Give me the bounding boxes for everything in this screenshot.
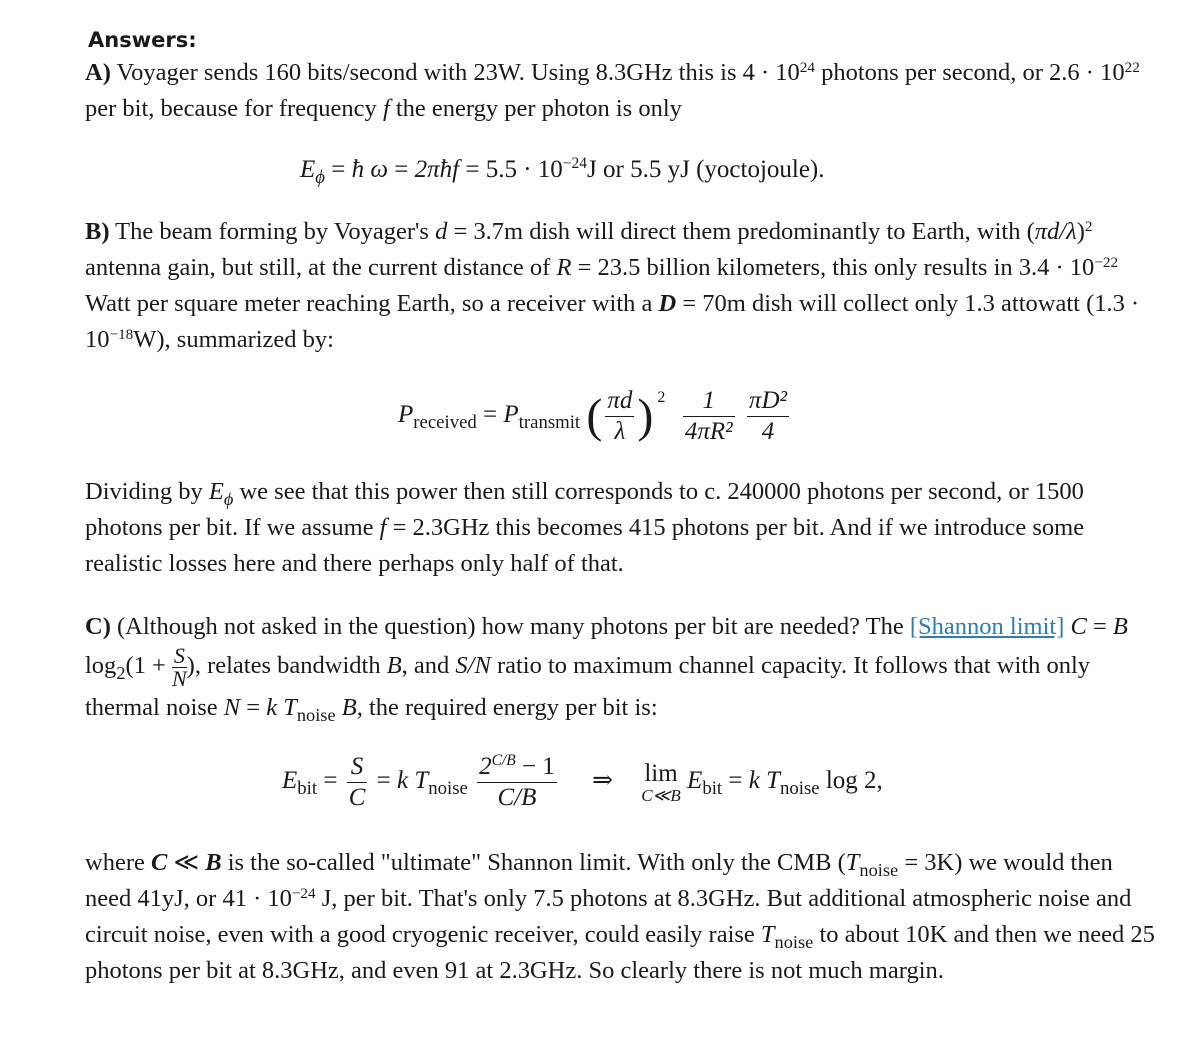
text: =: [240, 694, 267, 721]
text: Dividing by: [85, 478, 209, 505]
paragraph-c: [85, 609, 1155, 726]
text: =: [1086, 613, 1113, 640]
subscript: noise: [779, 777, 820, 799]
denominator: C: [348, 784, 366, 811]
exponent: −22: [1094, 253, 1119, 271]
lim-text: lim: [644, 759, 678, 787]
math-var: B: [341, 694, 357, 721]
math-var: d: [435, 218, 448, 245]
text: = 2.3GHz this becomes 415 photons per bit. And if we introduce some realistic losses here and there perhaps only half of that.: [85, 514, 1085, 577]
fraction: [747, 386, 789, 447]
paragraph-b: [85, 214, 1155, 358]
exponent: 22: [1124, 58, 1140, 76]
equation-energy-per-bit: [282, 752, 883, 813]
subscript: noise: [428, 777, 468, 799]
math-var: D: [658, 290, 677, 317]
math-var: T: [760, 921, 775, 948]
subscript: noise: [859, 859, 899, 880]
text: = 3K) we would then need 41yJ, or 41 · 10: [85, 849, 1113, 912]
numerator: πD²: [747, 386, 789, 417]
math-var: ħ ω: [351, 156, 389, 183]
lim-subscript: C≪B: [641, 785, 681, 805]
exponent: 2: [1084, 217, 1093, 235]
text: Voyager sends 160 bits/second with 23W. Using 8.3GHz this is 4 · 10: [110, 59, 800, 86]
label-b: B): [85, 218, 110, 245]
text: W), summarized by:: [133, 326, 334, 353]
inline-fraction: [172, 645, 187, 690]
text: we see that this power then still corresponds to c. 240000 photons per second, or 1500 photons per bit. If we assume: [85, 478, 1084, 541]
denominator: 4: [761, 418, 775, 445]
limit: [641, 761, 681, 805]
math-var: P: [503, 401, 519, 429]
text: ): [1076, 218, 1085, 245]
math-var: C: [150, 849, 168, 876]
math-var: k T: [266, 694, 297, 721]
subscript: bit: [297, 777, 318, 799]
text: J, per bit. That's only 7.5 photons at 8.3GHz. But additional atmospheric noise and circuit noise, even with a good cryogenic receiver, could easily raise: [85, 885, 1132, 948]
equation-photon-energy: [300, 155, 825, 188]
exponent: −24: [562, 155, 588, 173]
math-var: B: [1112, 613, 1128, 640]
text: = 5.5 · 10: [459, 156, 563, 183]
text: log 2,: [819, 767, 883, 795]
text: =: [388, 156, 415, 183]
label-a: A): [85, 59, 111, 86]
numerator: S: [347, 752, 368, 783]
text: the energy per photon is only: [389, 95, 682, 122]
fraction: [605, 386, 634, 447]
answers-heading: Answers:: [88, 28, 197, 52]
text: J or 5.5 yJ (yoctojoule).: [587, 156, 825, 183]
math-var: k T: [748, 767, 780, 795]
math-var: P: [398, 401, 414, 429]
subscript: noise: [296, 704, 336, 725]
math-var: πd/λ: [1034, 218, 1077, 245]
math-var: k T: [396, 767, 429, 795]
text: = 3.7m dish will direct them predominantly to Earth, with (: [447, 218, 1035, 245]
text: log: [85, 652, 117, 680]
paragraph-a: [85, 55, 1155, 127]
equation-received-power: [398, 386, 792, 447]
subscript: ϕ: [223, 488, 234, 509]
subscript: bit: [702, 777, 723, 799]
shannon-limit-link[interactable]: [Shannon limit]: [909, 613, 1065, 640]
math-var: B: [205, 849, 222, 876]
fraction: [477, 752, 557, 813]
text: = 70m dish will collect only 1.3 attowatt (1.3 · 10: [85, 290, 1140, 353]
subscript: 2: [116, 662, 126, 683]
math-var: E: [300, 156, 316, 183]
label-c: C): [85, 613, 111, 640]
paren: (: [586, 389, 603, 443]
text: antenna gain, but still, at the current distance of: [85, 254, 557, 281]
subscript: noise: [774, 931, 814, 952]
text: ratio to maximum channel capacity. It follows that with only thermal noise: [85, 652, 1091, 721]
denominator: 4πR²: [684, 418, 733, 445]
numerator: 1: [683, 386, 735, 417]
subscript: transmit: [518, 411, 581, 433]
text: =: [722, 767, 749, 795]
text: photons per second, or 2.6 · 10: [814, 59, 1125, 86]
exponent: −18: [109, 325, 134, 343]
math-var: E: [208, 478, 224, 505]
math-var: f: [382, 95, 390, 122]
paragraph-conclusion: [85, 845, 1155, 989]
numerator: [477, 752, 557, 783]
text: , the required energy per bit is:: [356, 694, 658, 721]
math-var: R: [556, 254, 572, 281]
text: where: [85, 849, 151, 876]
text: = 23.5 billion kilometers, this only results in 3.4 · 10: [571, 254, 1095, 281]
fraction: [347, 752, 368, 813]
text: =: [317, 767, 344, 795]
exponent: 24: [799, 58, 815, 76]
text: =: [325, 156, 352, 183]
paragraph-dividing: [85, 474, 1155, 582]
text: Watt per square meter reaching Earth, so a receiver with a: [85, 290, 659, 317]
text: per bit, because for frequency: [85, 95, 383, 122]
exponent: −24: [291, 884, 316, 902]
text: is the so-called "ultimate" Shannon limit. With only the CMB (: [221, 849, 846, 876]
math-var: N: [223, 694, 241, 721]
numerator: S: [173, 643, 185, 668]
math-var: 2πħf: [414, 156, 460, 183]
exponent: 2: [657, 389, 666, 406]
paren: ): [637, 389, 654, 443]
math-var: E: [282, 767, 298, 795]
numerator: πd: [605, 386, 634, 417]
text: to about 10K and then we need 25 photons per bit at 8.3GHz, and even 91 at 2.3GHz. So clearly there is not much margin.: [85, 921, 1155, 984]
denominator: C/B: [497, 784, 537, 811]
text: , and: [401, 652, 456, 680]
math-var: f: [379, 514, 387, 541]
text: (1 +: [125, 652, 172, 680]
text: =: [476, 401, 504, 429]
fraction: [683, 386, 735, 447]
subscript: received: [413, 411, 477, 433]
math-var: T: [845, 849, 860, 876]
text: The beam forming by Voyager's: [109, 218, 436, 245]
gain-term: [586, 386, 666, 447]
text: 2: [479, 753, 492, 780]
math-var: B: [386, 652, 402, 680]
text: − 1: [515, 753, 555, 780]
math-var: S/N: [455, 652, 491, 680]
exponent: C/B: [491, 752, 516, 770]
math-var: E: [687, 767, 703, 795]
denominator: N: [171, 666, 187, 691]
math-var: C: [1070, 613, 1087, 640]
text: =: [376, 767, 397, 795]
text: ), relates bandwidth: [186, 652, 387, 680]
subscript: ϕ: [315, 166, 325, 188]
text: ≪: [167, 849, 206, 876]
implies-arrow: ⇒: [592, 767, 614, 795]
denominator: λ: [614, 418, 626, 445]
text: (Although not asked in the question) how many photons per bit are needed? The: [110, 613, 910, 640]
